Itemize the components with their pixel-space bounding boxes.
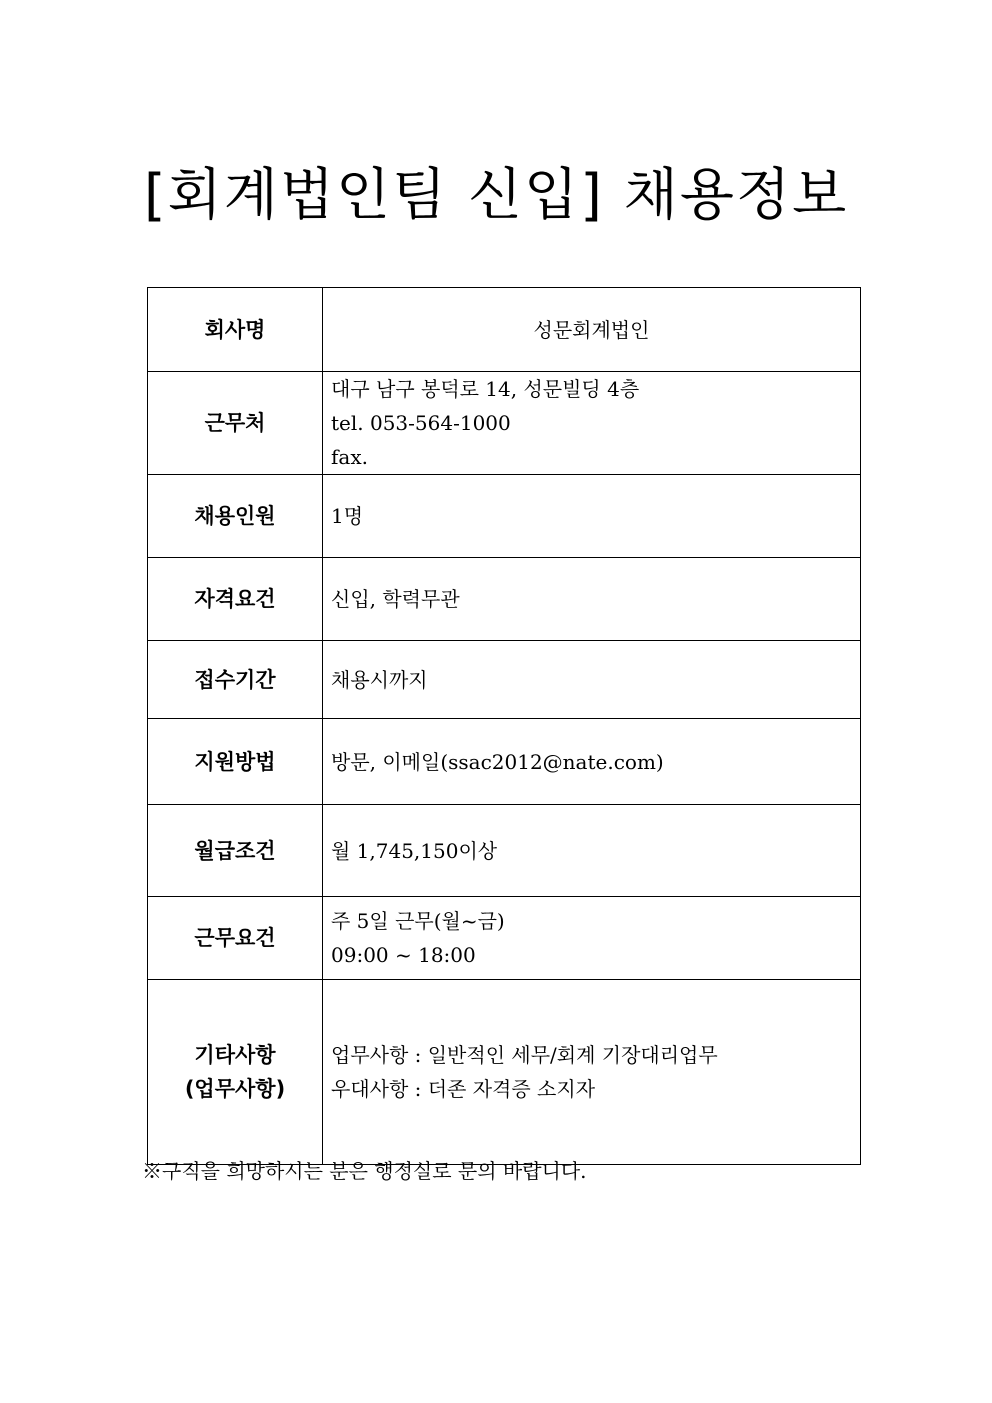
table-row-other — [148, 980, 861, 1165]
value-application-period — [323, 641, 861, 719]
preference-text: 우대사항 : 더존 자격증 소지자 — [331, 1077, 596, 1101]
salary-text: 월 1,745,150이상 — [331, 838, 498, 863]
label-other-line2: (업무사항) — [184, 1077, 286, 1101]
label-other — [148, 980, 323, 1165]
value-company — [323, 288, 861, 372]
qualification-text: 신입, 학력무관 — [331, 587, 460, 611]
value-salary — [323, 805, 861, 897]
workplace-tel: tel. 053-564-1000 — [331, 411, 511, 435]
value-qualification — [323, 558, 861, 641]
value-application-method — [323, 719, 861, 805]
value-headcount — [323, 475, 861, 558]
label-workplace: 근무처 — [148, 372, 323, 475]
label-qualification: 자격요건 — [148, 558, 323, 641]
label-company: 회사명 — [148, 288, 323, 372]
label-application-method: 지원방법 — [148, 719, 323, 805]
footnote: ※구직을 희망하시는 분은 행정실로 문의 바랍니다. — [142, 1159, 587, 1183]
table-row-qualification — [148, 558, 861, 641]
table-row-headcount — [148, 475, 861, 558]
table-row-salary — [148, 805, 861, 897]
value-work-conditions — [323, 897, 861, 980]
table-row-application-period — [148, 641, 861, 719]
application-method-text: 방문, 이메일(ssac2012@nate.com) — [331, 749, 664, 774]
value-other — [323, 980, 861, 1165]
job-info-table — [147, 287, 861, 1165]
application-period-text: 채용시까지 — [331, 667, 428, 692]
value-workplace — [323, 372, 861, 475]
company-name: 성문회계법인 — [533, 317, 650, 342]
duties-text: 업무사항 : 일반적인 세무/회계 기장대리업무 — [331, 1043, 718, 1067]
work-days-text: 주 5일 근무(월~금) — [331, 909, 505, 933]
workplace-fax: fax. — [331, 445, 368, 469]
table-row-company — [148, 288, 861, 372]
table-row-application-method — [148, 719, 861, 805]
headcount-text: 1명 — [331, 504, 364, 528]
page-title: [회계법인팀 신입] 채용정보 — [143, 163, 849, 228]
table-row-workplace — [148, 372, 861, 475]
work-hours-text: 09:00 ~ 18:00 — [331, 943, 476, 967]
label-salary: 월급조건 — [148, 805, 323, 897]
table-row-work-conditions — [148, 897, 861, 980]
label-application-period: 접수기간 — [148, 641, 323, 719]
label-other-line1: 기타사항 — [194, 1043, 276, 1067]
label-work-conditions: 근무요건 — [148, 897, 323, 980]
label-headcount: 채용인원 — [148, 475, 323, 558]
workplace-address: 대구 남구 봉덕로 14, 성문빌딩 4층 — [331, 377, 640, 401]
